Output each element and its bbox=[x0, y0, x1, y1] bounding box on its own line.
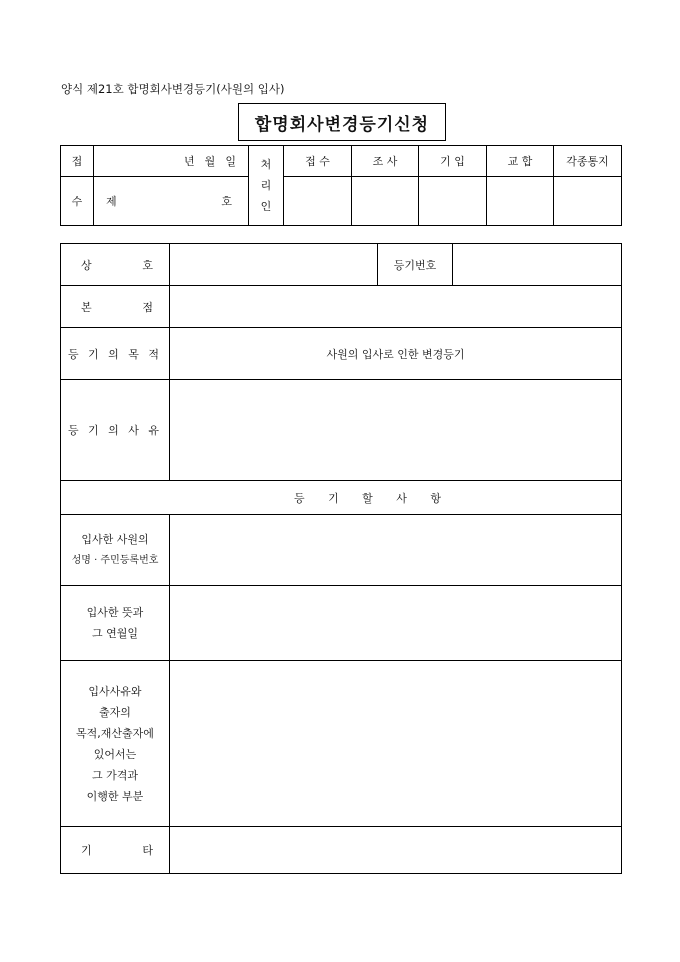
member-field[interactable] bbox=[170, 515, 622, 586]
other-label: 기 타 bbox=[61, 827, 170, 874]
verify-sign-cell[interactable] bbox=[487, 177, 554, 226]
head-office-label: 본 점 bbox=[61, 286, 170, 328]
processor-char-2: 리 bbox=[260, 179, 272, 192]
processor-label bbox=[249, 146, 284, 226]
other-field[interactable] bbox=[170, 827, 622, 874]
registration-number-label: 등기번호 bbox=[378, 244, 453, 286]
intent-label: 입사한 뜻과 그 연월일 bbox=[61, 586, 170, 661]
head-office-field[interactable] bbox=[170, 286, 622, 328]
purpose-label: 등 기 의 목 적 bbox=[61, 328, 170, 380]
day-label: 일 bbox=[225, 155, 236, 168]
col-entry: 기 입 bbox=[419, 146, 487, 177]
year-label: 년 bbox=[184, 155, 195, 168]
reason-label: 등 기 의 사 유 bbox=[61, 380, 170, 481]
col-receipt: 접 수 bbox=[284, 146, 352, 177]
receipt-sign-cell[interactable] bbox=[284, 177, 352, 226]
month-label: 월 bbox=[204, 155, 216, 168]
member-label: 입사한 사원의 성명 · 주민등록번호 bbox=[61, 515, 170, 586]
ho-label: 호 bbox=[221, 195, 232, 208]
intent-field[interactable] bbox=[170, 586, 622, 661]
notices-sign-cell[interactable] bbox=[554, 177, 622, 226]
reason-field[interactable] bbox=[170, 380, 622, 481]
entry-sign-cell[interactable] bbox=[419, 177, 487, 226]
receipt-su-label: 수 bbox=[61, 177, 94, 226]
purpose-value[interactable]: 사원의 입사로 인한 변경등기 bbox=[170, 328, 622, 380]
col-verify: 교 합 bbox=[487, 146, 554, 177]
cause-field[interactable] bbox=[170, 661, 622, 827]
trade-name-field[interactable] bbox=[170, 244, 378, 286]
col-review: 조 사 bbox=[352, 146, 419, 177]
date-cell[interactable] bbox=[94, 146, 249, 177]
col-notices: 각종통지 bbox=[554, 146, 622, 177]
receipt-jeop-label: 접 bbox=[61, 146, 94, 177]
application-table bbox=[60, 243, 622, 874]
form-number-label: 양식 제21호 합명회사변경등기(사원의 입사) bbox=[61, 82, 285, 96]
matters-header: 등 기 할 사 항 bbox=[61, 481, 622, 515]
receipt-table bbox=[60, 145, 622, 226]
receipt-number-cell[interactable] bbox=[94, 177, 249, 226]
processor-char-1: 처 bbox=[260, 158, 272, 171]
je-label: 제 bbox=[106, 195, 117, 208]
cause-label: 입사사유와 출자의 목적,재산출자에 있어서는 그 가격과 이행한 부분 bbox=[61, 661, 170, 827]
review-sign-cell[interactable] bbox=[352, 177, 419, 226]
form-title: 합명회사변경등기신청 bbox=[238, 103, 446, 141]
trade-name-label: 상 호 bbox=[61, 244, 170, 286]
processor-char-3: 인 bbox=[260, 200, 272, 213]
registration-number-field[interactable] bbox=[453, 244, 622, 286]
